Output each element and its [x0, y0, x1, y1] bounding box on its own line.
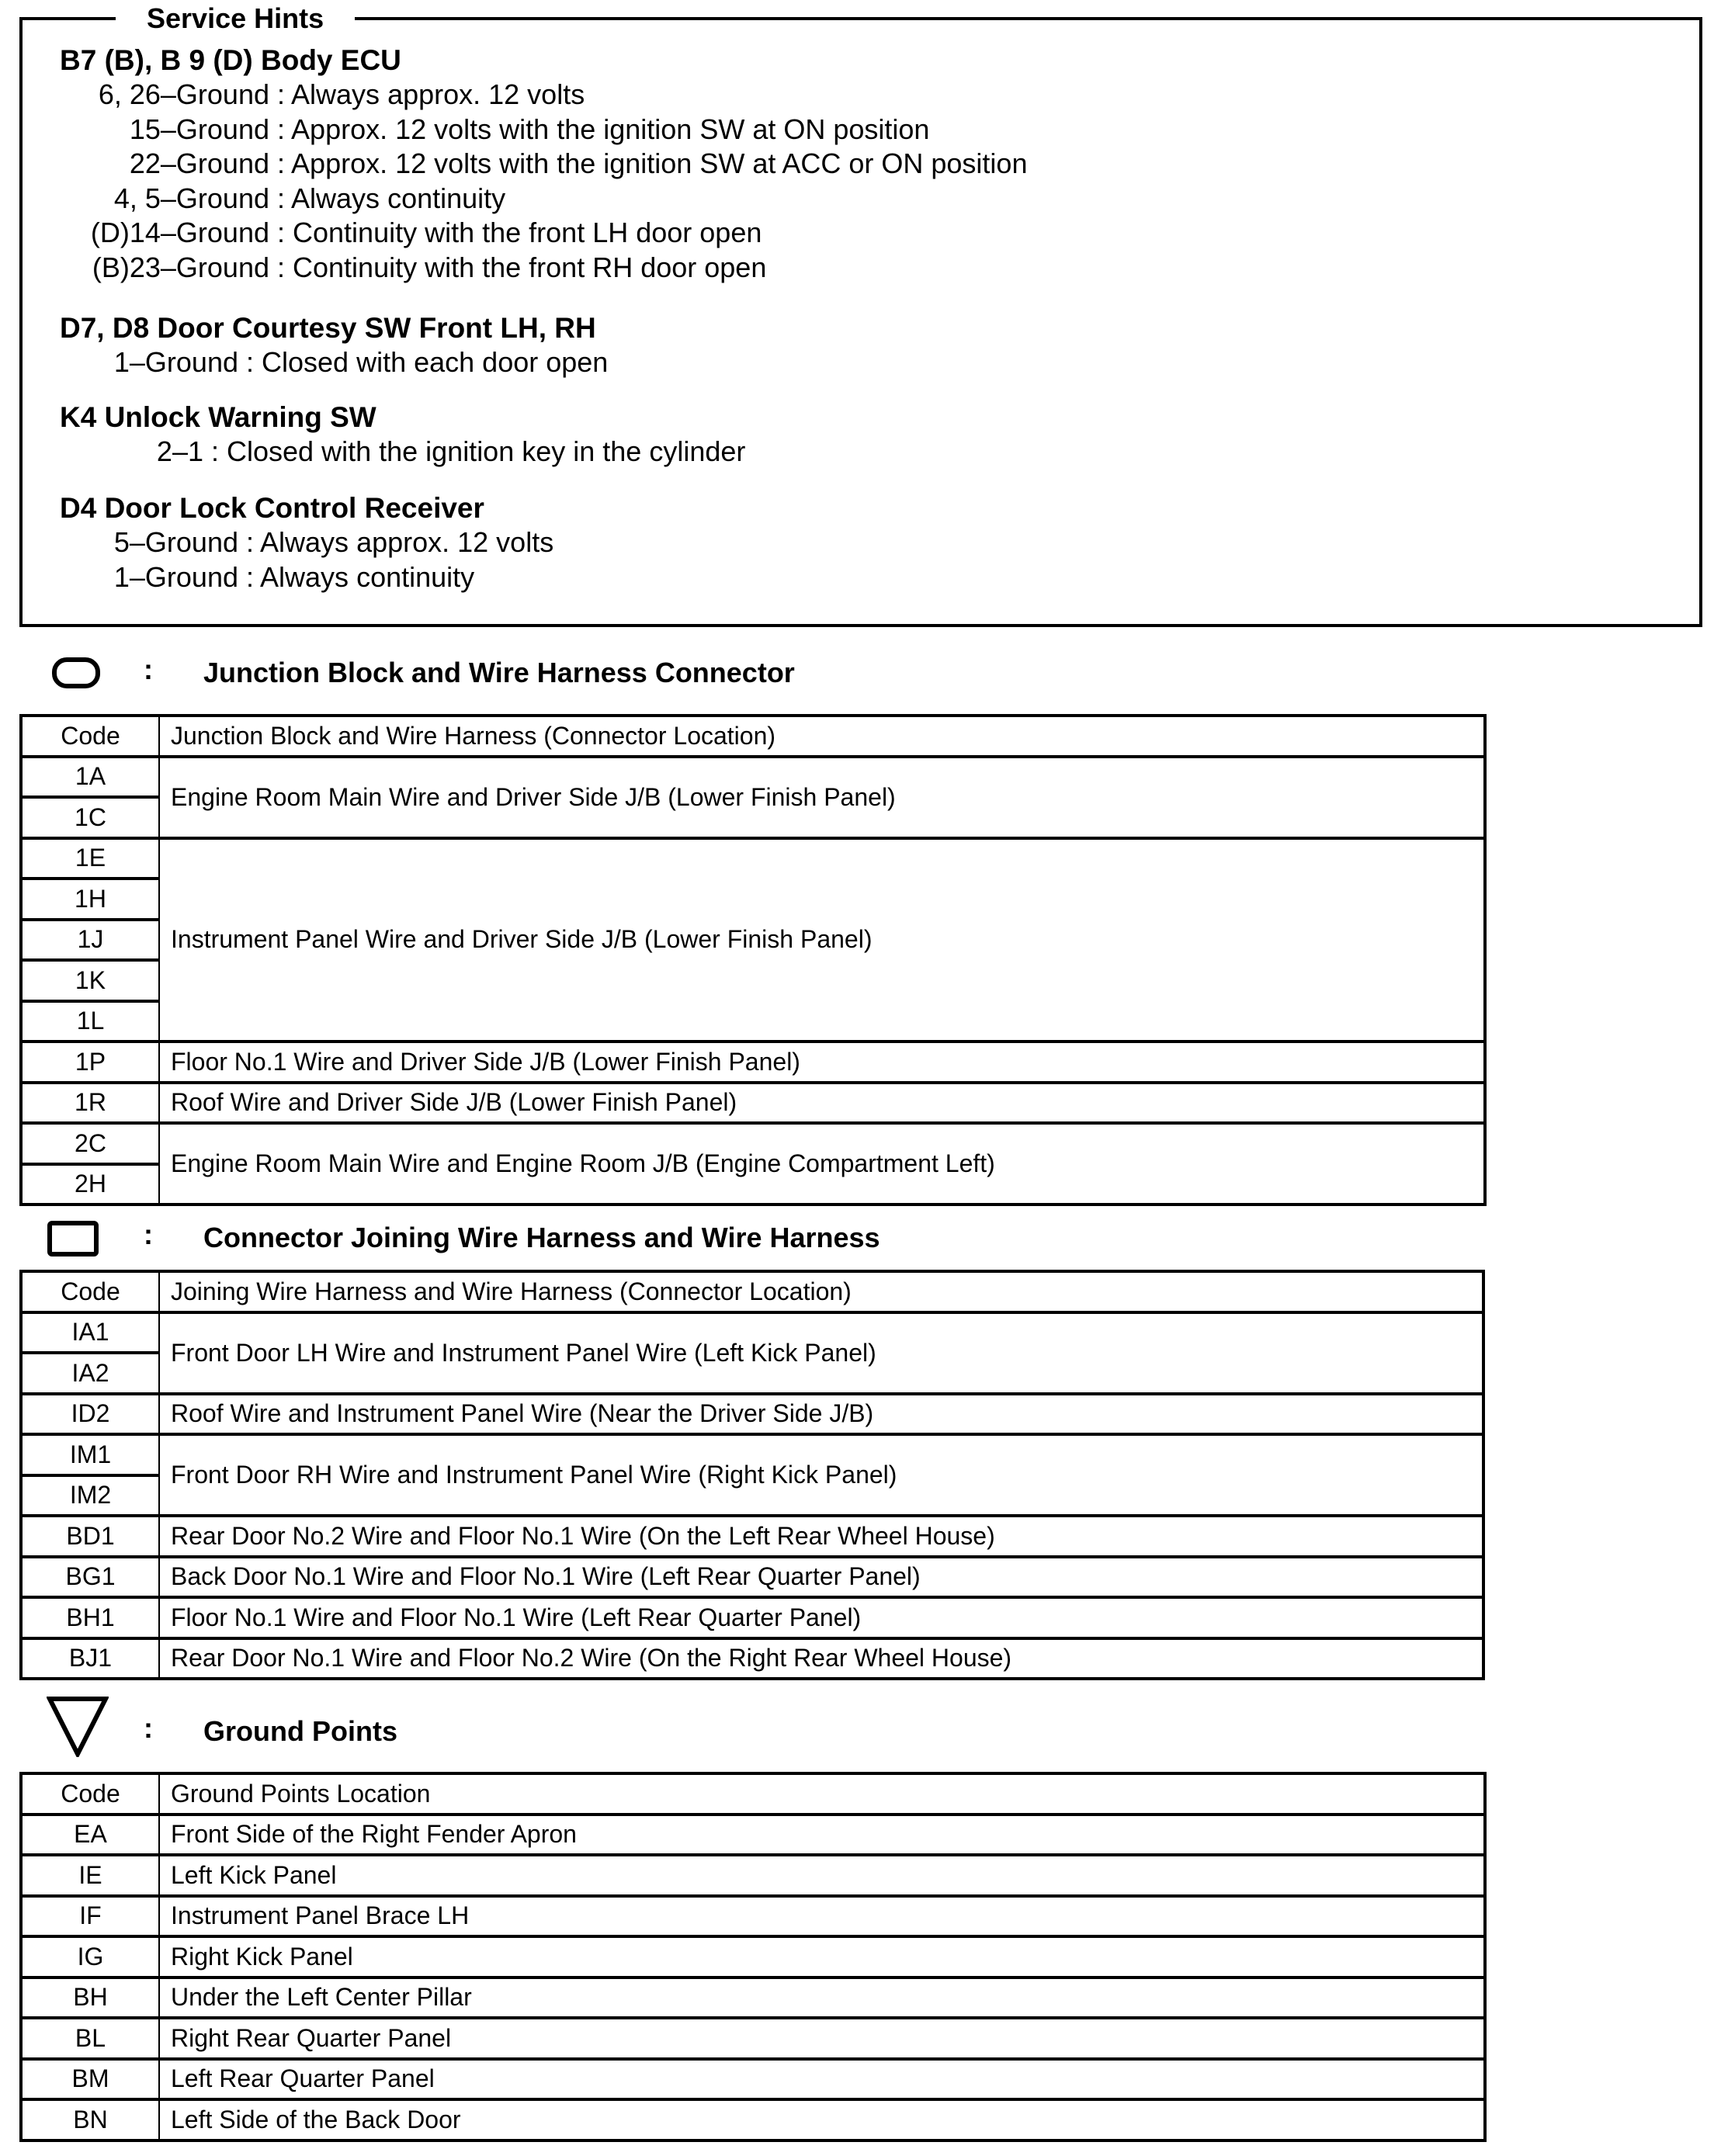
hint-group-heading: B7 (B), B 9 (D) Body ECU: [60, 44, 401, 76]
table-row: [21, 1394, 1483, 1435]
table-row: [21, 1083, 1485, 1124]
rectangle-icon: [47, 1220, 101, 1259]
code-cell: IA1: [21, 1312, 159, 1354]
header-location: Joining Wire Harness and Wire Harness (Connector Location): [159, 1271, 1483, 1312]
code-cell: 1E: [21, 838, 159, 879]
location-cell: Front Door RH Wire and Instrument Panel Wire (Right Kick Panel): [159, 1434, 1483, 1516]
location-cell: Rear Door No.1 Wire and Floor No.2 Wire (On the Right Rear Wheel House): [159, 1638, 1483, 1679]
hint-separator: :: [269, 182, 292, 214]
hint-line: [60, 251, 1027, 286]
joining-connector-title: Connector Joining Wire Harness and Wire Harness: [203, 1222, 880, 1253]
ground-points-title: Ground Points: [203, 1715, 397, 1747]
code-cell: IM1: [21, 1434, 159, 1475]
location-cell: Instrument Panel Wire and Driver Side J/B (Lower Finish Panel): [159, 838, 1485, 1042]
hint-separator: :: [269, 147, 292, 179]
code-cell: BH1: [21, 1597, 159, 1638]
header-code: Code: [21, 1773, 159, 1815]
hint-separator: :: [238, 346, 262, 378]
hint-description: Continuity with the front LH door open: [293, 217, 762, 248]
table-row: [21, 2018, 1485, 2059]
table-header-row: [21, 1271, 1483, 1312]
hint-separator: :: [238, 526, 261, 558]
hint-pin: 15–Ground: [129, 113, 269, 145]
header-location: Junction Block and Wire Harness (Connector Location): [159, 716, 1485, 757]
table-row: [21, 1977, 1485, 2019]
location-cell: Floor No.1 Wire and Driver Side J/B (Lower Finish Panel): [159, 1042, 1485, 1083]
location-cell: Left Kick Panel: [159, 1855, 1485, 1896]
table-header-row: [21, 716, 1485, 757]
code-cell: IE: [21, 1855, 159, 1896]
hint-separator: :: [269, 113, 292, 145]
hint-line: [60, 147, 1027, 182]
code-cell: 1P: [21, 1042, 159, 1083]
hint-group-heading: D4 Door Lock Control Receiver: [60, 492, 484, 524]
separator-colon: :: [144, 1218, 153, 1250]
hint-line: [60, 216, 1027, 251]
header-code: Code: [21, 1271, 159, 1312]
hint-line: [60, 435, 745, 470]
ground-triangle-icon: [47, 1695, 109, 1757]
hint-description: Always approx. 12 volts: [260, 526, 554, 558]
hint-pin: 4, 5–Ground: [113, 182, 269, 214]
hint-separator: :: [269, 78, 292, 110]
code-cell: 1R: [21, 1083, 159, 1124]
hint-description: Closed with each door open: [262, 346, 609, 378]
hint-separator: :: [269, 251, 293, 283]
hint-group: [60, 400, 745, 470]
hint-description: Always approx. 12 volts: [291, 78, 585, 110]
location-cell: Right Rear Quarter Panel: [159, 2018, 1485, 2059]
hint-group-heading: D7, D8 Door Courtesy SW Front LH, RH: [60, 312, 596, 344]
ground-points-table: [19, 1772, 1487, 2142]
hint-pin: (B)23–Ground: [92, 251, 269, 283]
table-row: [21, 1855, 1485, 1896]
hint-line: [60, 182, 1027, 217]
header-code: Code: [21, 716, 159, 757]
rounded-rectangle-icon: [51, 657, 101, 689]
hint-group-heading: K4 Unlock Warning SW: [60, 401, 376, 433]
hint-separator: :: [269, 217, 293, 248]
table-row: [21, 1516, 1483, 1557]
hint-description: Always continuity: [260, 560, 475, 593]
table-row: [21, 2059, 1485, 2100]
hint-line: [60, 560, 553, 595]
code-cell: BH: [21, 1977, 159, 2019]
table-row: [21, 1312, 1483, 1354]
hint-line: [60, 78, 1027, 113]
separator-colon: :: [144, 1712, 153, 1744]
location-cell: Engine Room Main Wire and Engine Room J/B (Engine Compartment Left): [159, 1123, 1485, 1205]
code-cell: 1C: [21, 797, 159, 838]
hint-description: Continuity with the front RH door open: [293, 251, 767, 283]
table-row: [21, 1936, 1485, 1977]
hint-description: Approx. 12 volts with the ignition SW at ON position: [291, 113, 930, 145]
table-row: [21, 838, 1485, 879]
table-row: [21, 1638, 1483, 1679]
hint-description: Always continuity: [291, 182, 506, 214]
location-cell: Engine Room Main Wire and Driver Side J/B (Lower Finish Panel): [159, 757, 1485, 838]
hint-pin: 5–Ground: [113, 526, 238, 558]
table-row: [21, 1123, 1485, 1164]
location-cell: Roof Wire and Instrument Panel Wire (Near the Driver Side J/B): [159, 1394, 1483, 1435]
hint-pin: 22–Ground: [129, 147, 269, 179]
code-cell: ID2: [21, 1394, 159, 1435]
hint-line: [60, 345, 608, 380]
hint-description: Approx. 12 volts with the ignition SW at ACC or ON position: [291, 147, 1028, 179]
location-cell: Front Side of the Right Fender Apron: [159, 1815, 1485, 1856]
hint-group: [60, 491, 553, 594]
junction-block-title: Junction Block and Wire Harness Connector: [203, 657, 795, 688]
hint-group: [60, 311, 608, 380]
hint-pin: 1–Ground: [113, 560, 238, 593]
code-cell: 2C: [21, 1123, 159, 1164]
code-cell: BJ1: [21, 1638, 159, 1679]
code-cell: 1A: [21, 757, 159, 798]
table-row: [21, 1042, 1485, 1083]
header-location: Ground Points Location: [159, 1773, 1485, 1815]
hint-separator: :: [238, 560, 261, 593]
table-row: [21, 1815, 1485, 1856]
code-cell: 1H: [21, 879, 159, 920]
location-cell: Front Door LH Wire and Instrument Panel Wire (Left Kick Panel): [159, 1312, 1483, 1394]
hint-pin: 1–Ground: [113, 346, 238, 378]
location-cell: Left Rear Quarter Panel: [159, 2059, 1485, 2100]
code-cell: IF: [21, 1896, 159, 1937]
joining-connector-table: [19, 1270, 1485, 1680]
location-cell: Right Kick Panel: [159, 1936, 1485, 1977]
table-row: [21, 1597, 1483, 1638]
table-row: [21, 757, 1485, 798]
code-cell: IA2: [21, 1353, 159, 1394]
location-cell: Instrument Panel Brace LH: [159, 1896, 1485, 1937]
separator-colon: :: [144, 653, 153, 685]
hint-pin: (D)14–Ground: [90, 217, 269, 248]
code-cell: 1L: [21, 1001, 159, 1042]
code-cell: 1J: [21, 920, 159, 961]
location-cell: Roof Wire and Driver Side J/B (Lower Finish Panel): [159, 1083, 1485, 1124]
hint-pin: 6, 26–Ground: [98, 78, 269, 110]
location-cell: Rear Door No.2 Wire and Floor No.1 Wire (On the Left Rear Wheel House): [159, 1516, 1483, 1557]
code-cell: IG: [21, 1936, 159, 1977]
code-cell: BN: [21, 2099, 159, 2140]
junction-block-table: [19, 714, 1487, 1206]
location-cell: Back Door No.1 Wire and Floor No.1 Wire (Left Rear Quarter Panel): [159, 1557, 1483, 1598]
code-cell: BG1: [21, 1557, 159, 1598]
service-hints-title: Service Hints: [116, 3, 355, 34]
table-row: [21, 1896, 1485, 1937]
service-hints-box: [19, 2, 1702, 627]
table-row: [21, 1557, 1483, 1598]
code-cell: IM2: [21, 1475, 159, 1516]
hint-line: [60, 113, 1027, 147]
location-cell: Under the Left Center Pillar: [159, 1977, 1485, 2019]
code-cell: BL: [21, 2018, 159, 2059]
code-cell: EA: [21, 1815, 159, 1856]
code-cell: 2H: [21, 1164, 159, 1205]
location-cell: Left Side of the Back Door: [159, 2099, 1485, 2140]
hint-separator: :: [203, 435, 227, 467]
hint-line: [60, 525, 553, 560]
table-header-row: [21, 1773, 1485, 1815]
location-cell: Floor No.1 Wire and Floor No.1 Wire (Left Rear Quarter Panel): [159, 1597, 1483, 1638]
hint-description: Closed with the ignition key in the cylinder: [227, 435, 746, 467]
code-cell: BD1: [21, 1516, 159, 1557]
hint-pin: 2–1: [156, 435, 203, 467]
code-cell: 1K: [21, 960, 159, 1001]
hint-group: [60, 43, 1027, 285]
code-cell: BM: [21, 2059, 159, 2100]
table-row: [21, 2099, 1485, 2140]
table-row: [21, 1434, 1483, 1475]
